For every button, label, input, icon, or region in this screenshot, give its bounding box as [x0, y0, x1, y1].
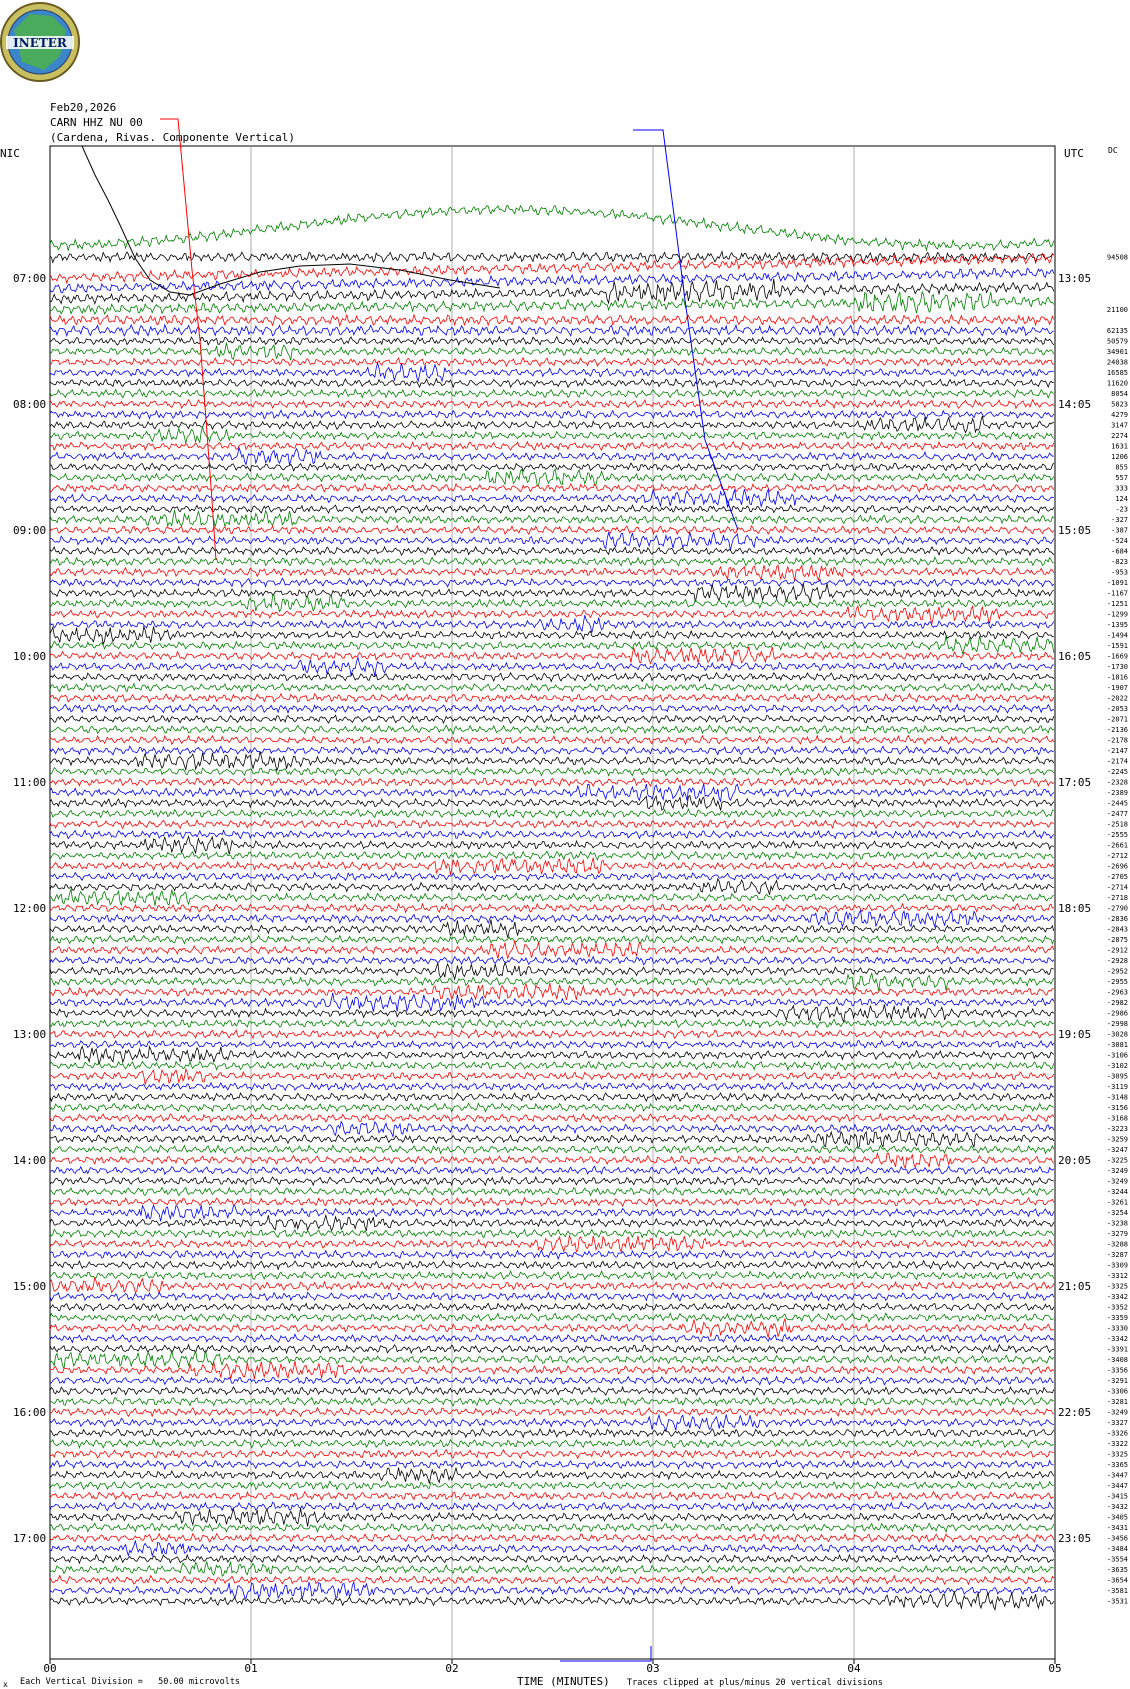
dc-offset-value: -1167 — [1106, 589, 1128, 598]
dc-offset-value: -2661 — [1106, 841, 1128, 850]
trace-row-14 — [50, 400, 1054, 409]
trace-row-24 — [50, 505, 1054, 513]
trace-row-84 — [50, 1131, 1054, 1147]
trace-row-36 — [50, 626, 1054, 644]
dc-offset-value: -1299 — [1106, 610, 1128, 619]
dc-offset-value: -1591 — [1106, 642, 1128, 650]
dc-offset-value: -2445 — [1106, 799, 1128, 808]
dc-offset-value: -3247 — [1106, 1146, 1128, 1154]
dc-offset-value: -2982 — [1106, 999, 1128, 1007]
dc-offset-value: -2555 — [1106, 831, 1128, 839]
dc-offset-value: -3028 — [1106, 1030, 1128, 1039]
trace-row-87 — [50, 1166, 1054, 1174]
trace-row-72 — [50, 1004, 1054, 1021]
dc-offset-value: -3342 — [1106, 1293, 1128, 1301]
trace-row-18 — [50, 442, 1054, 451]
dc-offset-value: -2912 — [1106, 946, 1128, 955]
trace-row-102 — [50, 1319, 1054, 1338]
x-tick-label: 01 — [244, 1662, 258, 1675]
trace-row-119 — [50, 1502, 1054, 1511]
x-tick-label: 05 — [1048, 1662, 1062, 1675]
dc-offset-value: -3225 — [1106, 1156, 1128, 1165]
dc-offset-value: -2836 — [1106, 915, 1128, 923]
trace-row-40 — [50, 673, 1054, 682]
dc-offset-value: -2963 — [1106, 988, 1128, 997]
dc-offset-value: -2718 — [1106, 894, 1128, 902]
trace-row-125 — [50, 1562, 1054, 1577]
trace-row-63 — [50, 911, 1054, 927]
dc-offset-value: -327 — [1111, 516, 1128, 524]
trace-row-83 — [50, 1122, 1054, 1137]
dc-offset-value: -1494 — [1106, 631, 1128, 640]
dc-offset-value: -3531 — [1106, 1597, 1128, 1606]
dc-offset-value: 1206 — [1111, 453, 1128, 461]
dc-offset-value: -2022 — [1106, 694, 1128, 703]
trace-row-2 — [50, 254, 1054, 283]
dc-offset-value: -2178 — [1106, 736, 1128, 745]
division-note: Each Vertical Division = 50.00 microvolts — [20, 1677, 241, 1687]
trace-row-85 — [50, 1145, 1054, 1153]
left-zone-label: NIC — [0, 147, 20, 160]
dc-offset-value: -2928 — [1106, 957, 1128, 965]
dc-offset-value: -1669 — [1106, 652, 1128, 661]
trace-row-82 — [50, 1114, 1054, 1123]
dc-offset-value: -3291 — [1106, 1377, 1128, 1385]
trace-row-76 — [50, 1046, 1054, 1064]
dc-offset-value: -3447 — [1106, 1482, 1128, 1490]
dc-offset-value: -1091 — [1106, 579, 1128, 587]
trace-row-90 — [50, 1198, 1054, 1206]
dc-offset-value: -3254 — [1106, 1209, 1128, 1217]
right-hour-label: 23:05 — [1058, 1532, 1092, 1545]
trace-row-107 — [50, 1376, 1054, 1384]
dc-offset-value: 4279 — [1111, 411, 1128, 419]
trace-row-94 — [50, 1236, 1054, 1252]
right-hour-label: 19:05 — [1058, 1028, 1092, 1041]
dc-offset-value: -3431 — [1106, 1524, 1128, 1532]
dc-offset-value: -2843 — [1106, 925, 1128, 934]
dc-offset-value: -3581 — [1106, 1587, 1128, 1595]
dc-offset-value: -3327 — [1106, 1419, 1128, 1427]
trace-row-42 — [50, 694, 1054, 703]
trace-row-66 — [50, 941, 1054, 959]
dc-offset-value: -3309 — [1106, 1261, 1128, 1270]
trace-row-28 — [50, 547, 1054, 556]
dc-offset-value: -2518 — [1106, 820, 1128, 829]
dc-offset-value: -2053 — [1106, 705, 1128, 713]
dc-offset-value: 50579 — [1106, 337, 1128, 346]
trace-row-25 — [50, 510, 1054, 527]
trace-row-54 — [50, 820, 1054, 828]
trace-row-37 — [50, 636, 1054, 654]
dc-offset-value: -684 — [1111, 547, 1128, 556]
trace-row-27 — [50, 532, 1054, 550]
dc-offset-value: -2955 — [1106, 978, 1128, 986]
dc-offset-value: -3249 — [1106, 1167, 1128, 1175]
dc-offset-value: -2389 — [1106, 789, 1128, 797]
station-label: CARN HHZ NU 00 — [50, 116, 143, 129]
trace-row-108 — [50, 1387, 1054, 1395]
trace-row-69 — [50, 973, 1054, 991]
trace-row-95 — [50, 1250, 1054, 1259]
dc-offset-value: -3249 — [1106, 1408, 1128, 1417]
trace-row-62 — [50, 904, 1054, 913]
dc-offset-value: 62135 — [1106, 327, 1128, 335]
trace-row-106 — [50, 1361, 1054, 1379]
left-hour-label: 16:00 — [13, 1406, 47, 1419]
trace-row-26 — [50, 526, 1054, 535]
dc-offset-value: -3408 — [1106, 1356, 1128, 1364]
dc-offset-value: -3223 — [1106, 1125, 1128, 1133]
trace-row-46 — [50, 736, 1054, 745]
dc-offset-value: -3156 — [1106, 1104, 1128, 1112]
trace-row-110 — [50, 1408, 1054, 1417]
trace-row-112 — [50, 1429, 1054, 1438]
dc-offset-value: -524 — [1111, 537, 1128, 545]
dc-offset-value: 5823 — [1111, 400, 1128, 409]
dc-offset-value: 124 — [1115, 495, 1128, 503]
trace-row-67 — [50, 957, 1054, 965]
dc-offset-value: -2136 — [1106, 726, 1128, 734]
dc-offset-value: -3238 — [1106, 1219, 1128, 1228]
right-hour-label: 21:05 — [1058, 1280, 1092, 1293]
trace-row-101 — [50, 1313, 1054, 1322]
left-hour-label: 11:00 — [13, 776, 47, 789]
dc-offset-value: -3432 — [1106, 1503, 1128, 1511]
left-hour-label: 13:00 — [13, 1028, 47, 1041]
left-hour-label: 17:00 — [13, 1532, 47, 1545]
trace-row-19 — [50, 448, 1054, 465]
dc-offset-value: -2875 — [1106, 936, 1128, 944]
trace-row-121 — [50, 1523, 1054, 1532]
right-hour-label: 22:05 — [1058, 1406, 1092, 1419]
dc-offset-value: -3119 — [1106, 1083, 1128, 1091]
dc-offset-value: -3391 — [1106, 1345, 1128, 1354]
trace-row-59 — [50, 872, 1054, 881]
dc-offset-value: -1730 — [1106, 663, 1128, 671]
trace-row-22 — [50, 484, 1054, 492]
right-hour-label: 14:05 — [1058, 398, 1092, 411]
dc-offset-value: -3287 — [1106, 1251, 1128, 1259]
dc-offset-value: -2998 — [1106, 1020, 1128, 1028]
dc-offset-value: -953 — [1111, 568, 1128, 577]
dc-offset-value: -1251 — [1106, 600, 1128, 608]
right-hour-label: 15:05 — [1058, 524, 1092, 537]
trace-row-6 — [50, 315, 1054, 326]
trace-row-111 — [50, 1414, 1054, 1431]
trace-row-11 — [50, 363, 1054, 381]
left-hour-label: 12:00 — [13, 902, 47, 915]
dc-offset-value: -3330 — [1106, 1324, 1128, 1333]
trace-row-38 — [50, 647, 1054, 665]
dc-offset-value: -3405 — [1106, 1513, 1128, 1522]
dc-offset-value: 24038 — [1106, 358, 1128, 367]
dc-offset-value: 333 — [1115, 484, 1128, 493]
trace-row-117 — [50, 1481, 1054, 1489]
trace-row-21 — [50, 469, 1054, 485]
dc-offset-value: -3106 — [1106, 1051, 1128, 1060]
dc-offset-value: -3365 — [1106, 1461, 1128, 1469]
left-hour-label: 09:00 — [13, 524, 47, 537]
trace-row-99 — [50, 1292, 1054, 1301]
dc-offset-value: -1395 — [1106, 621, 1128, 629]
dc-offset-value: -3447 — [1106, 1471, 1128, 1480]
trace-row-74 — [50, 1030, 1054, 1039]
transient-black — [82, 146, 500, 295]
trace-row-109 — [50, 1398, 1054, 1406]
trace-row-65 — [50, 935, 1054, 943]
dc-offset-value: 21100 — [1106, 306, 1128, 314]
trace-row-35 — [50, 615, 1054, 633]
trace-row-23 — [50, 489, 1054, 507]
trace-row-123 — [50, 1541, 1054, 1556]
trace-row-126 — [50, 1576, 1054, 1585]
trace-row-64 — [50, 920, 1054, 938]
x-tick-label: 04 — [847, 1662, 861, 1675]
trace-row-52 — [50, 796, 1054, 811]
dc-offset-value: -2328 — [1106, 778, 1128, 787]
dc-offset-value: -2147 — [1106, 747, 1128, 755]
dc-offset-value: -3249 — [1106, 1177, 1128, 1186]
trace-row-70 — [50, 983, 1054, 1000]
dc-offset-value: -3102 — [1106, 1062, 1128, 1070]
trace-row-104 — [50, 1345, 1054, 1354]
dc-offset-value: -387 — [1111, 526, 1128, 535]
dc-offset-value: 11620 — [1106, 379, 1128, 388]
dc-offset-value: -3095 — [1106, 1072, 1128, 1081]
x-axis-ticks — [43, 1659, 1061, 1675]
trace-row-13 — [50, 389, 1054, 398]
trace-row-56 — [50, 836, 1054, 854]
trace-row-115 — [50, 1460, 1054, 1469]
trace-row-89 — [50, 1187, 1054, 1195]
dc-offset-value: 16585 — [1106, 369, 1128, 377]
dc-offset-value: -3081 — [1106, 1041, 1128, 1049]
x-tick-label: 03 — [646, 1662, 660, 1675]
trace-row-15 — [50, 410, 1054, 419]
trace-row-17 — [50, 427, 1054, 443]
dc-offset-value: -3415 — [1106, 1492, 1128, 1501]
dc-offset-value: -1816 — [1106, 673, 1128, 682]
trace-row-80 — [50, 1093, 1054, 1102]
right-zone-label: UTC — [1064, 147, 1084, 160]
right-hour-label: 17:05 — [1058, 776, 1092, 789]
dc-offset-value: -3326 — [1106, 1429, 1128, 1438]
trace-row-32 — [50, 583, 1054, 602]
trace-row-68 — [50, 963, 1054, 980]
trace-row-81 — [50, 1103, 1054, 1112]
left-hour-label: 07:00 — [13, 272, 47, 285]
trace-row-60 — [50, 879, 1054, 895]
location-label: (Cardena, Rivas. Componente Vertical) — [50, 131, 296, 144]
dc-offset-value: -2986 — [1106, 1009, 1128, 1018]
left-hour-label: 15:00 — [13, 1280, 47, 1293]
dc-offset-value: -3342 — [1106, 1335, 1128, 1343]
dc-offset-value: -3244 — [1106, 1188, 1128, 1196]
trace-row-77 — [50, 1061, 1054, 1070]
dc-offset-value: -2952 — [1106, 967, 1128, 976]
dc-offset-value: -3359 — [1106, 1314, 1128, 1322]
trace-row-1 — [50, 205, 1054, 250]
trace-row-57 — [50, 851, 1054, 860]
trace-row-97 — [50, 1271, 1054, 1280]
trace-row-105 — [50, 1350, 1054, 1368]
dc-offset-value: 557 — [1115, 474, 1128, 482]
trace-row-58 — [50, 858, 1054, 875]
trace-row-51 — [50, 784, 1054, 801]
dc-offset-value: -3356 — [1106, 1366, 1128, 1375]
dc-offset-value: -3352 — [1106, 1303, 1128, 1312]
dc-offset-values — [1107, 254, 1128, 1606]
dc-offset-value: 3147 — [1111, 421, 1128, 430]
trace-row-29 — [50, 557, 1054, 566]
dc-offset-value: -3325 — [1106, 1282, 1128, 1291]
trace-row-45 — [50, 725, 1054, 734]
trace-row-86 — [50, 1153, 1054, 1168]
dc-offset-value: -3312 — [1106, 1272, 1128, 1280]
corner-mark: x — [3, 1680, 8, 1689]
dc-label: DC — [1108, 146, 1118, 155]
dc-offset-value: -3261 — [1106, 1198, 1128, 1207]
trace-row-103 — [50, 1334, 1054, 1342]
trace-row-33 — [50, 595, 1054, 611]
dc-offset-value: -3168 — [1106, 1114, 1128, 1123]
dc-offset-value: -823 — [1111, 558, 1128, 566]
clip-note: Traces clipped at plus/minus 20 vertical divisions — [627, 1678, 883, 1688]
trace-row-116 — [50, 1467, 1054, 1483]
trace-row-114 — [50, 1450, 1054, 1459]
dc-offset-value: -2174 — [1106, 757, 1128, 766]
date-label: Feb20,2026 — [50, 101, 117, 114]
trace-row-73 — [50, 1019, 1054, 1028]
trace-row-120 — [50, 1508, 1054, 1526]
dc-offset-value: -3288 — [1106, 1240, 1128, 1249]
dc-offset-value: -3148 — [1106, 1093, 1128, 1102]
trace-row-88 — [50, 1177, 1054, 1185]
trace-row-79 — [50, 1082, 1054, 1091]
trace-row-100 — [50, 1303, 1054, 1311]
trace-row-92 — [50, 1215, 1054, 1231]
trace-row-43 — [50, 704, 1054, 713]
trace-row-30 — [50, 565, 1054, 581]
trace-row-31 — [50, 578, 1054, 587]
trace-row-55 — [50, 830, 1054, 838]
dc-offset-value: 2274 — [1111, 432, 1128, 440]
dc-offset-value: -3635 — [1106, 1566, 1128, 1574]
trace-row-78 — [50, 1069, 1054, 1084]
trace-row-75 — [50, 1041, 1054, 1049]
dc-offset-value: -2712 — [1106, 852, 1128, 860]
right-hour-label: 16:05 — [1058, 650, 1092, 663]
dc-offset-value: -3279 — [1106, 1230, 1128, 1238]
dc-offset-value: -2071 — [1106, 715, 1128, 724]
dc-offset-value: -3322 — [1106, 1440, 1128, 1448]
trace-row-47 — [50, 746, 1054, 755]
dc-offset-value: -2714 — [1106, 883, 1128, 892]
right-hour-label: 13:05 — [1058, 272, 1092, 285]
dc-offset-value: 855 — [1115, 463, 1128, 472]
right-hour-label: 18:05 — [1058, 902, 1092, 915]
left-hour-label: 08:00 — [13, 398, 47, 411]
dc-offset-value: -2705 — [1106, 873, 1128, 881]
trace-row-122 — [50, 1534, 1054, 1543]
ineter-logo — [1, 3, 79, 81]
trace-row-53 — [50, 809, 1054, 818]
dc-offset-value: -3554 — [1106, 1555, 1128, 1564]
trace-row-93 — [50, 1229, 1054, 1238]
dc-offset-value: -23 — [1115, 505, 1128, 514]
x-tick-label: 02 — [445, 1662, 459, 1675]
trace-row-49 — [50, 768, 1054, 776]
trace-row-71 — [50, 993, 1054, 1012]
trace-row-124 — [50, 1555, 1054, 1564]
right-hour-label: 20:05 — [1058, 1154, 1092, 1167]
trace-row-41 — [50, 683, 1054, 692]
dc-offset-value: -1907 — [1106, 684, 1128, 692]
trace-row-39 — [50, 657, 1054, 676]
dc-offset-value: -3325 — [1106, 1450, 1128, 1459]
seismic-traces — [50, 119, 1054, 1661]
dc-offset-value: 8054 — [1111, 390, 1128, 398]
dc-offset-value: -3456 — [1106, 1534, 1128, 1543]
trace-row-48 — [50, 751, 1054, 770]
x-axis-label: TIME (MINUTES) — [517, 1675, 610, 1688]
dc-offset-value: -2245 — [1106, 768, 1128, 776]
trace-row-50 — [50, 778, 1054, 786]
dc-offset-value: -3654 — [1106, 1576, 1128, 1585]
dc-offset-value: -3259 — [1106, 1135, 1128, 1144]
dc-offset-value: -3484 — [1106, 1545, 1128, 1553]
trace-row-113 — [50, 1439, 1054, 1448]
trace-row-128 — [50, 1592, 1054, 1610]
dc-offset-value: 94508 — [1106, 253, 1128, 262]
trace-row-118 — [50, 1492, 1054, 1501]
dc-offset-value: 1631 — [1111, 442, 1128, 451]
trace-row-61 — [50, 889, 1054, 906]
dc-offset-value: -3306 — [1106, 1387, 1128, 1396]
trace-row-7 — [50, 325, 1054, 336]
dc-offset-value: -3281 — [1106, 1398, 1128, 1406]
trace-row-20 — [50, 463, 1054, 471]
trace-row-96 — [50, 1261, 1054, 1270]
dc-offset-value: -2696 — [1106, 862, 1128, 871]
logo-text: INETER — [13, 36, 67, 50]
trace-row-12 — [50, 379, 1054, 388]
trace-row-44 — [50, 715, 1054, 724]
x-tick-label: 00 — [43, 1662, 57, 1675]
trace-row-10 — [50, 358, 1054, 367]
left-hour-label: 10:00 — [13, 650, 47, 663]
left-hour-label: 14:00 — [13, 1154, 47, 1167]
dc-offset-value: 34901 — [1106, 348, 1128, 356]
trace-row-98 — [50, 1277, 1054, 1293]
trace-row-16 — [50, 416, 1054, 433]
dc-offset-value: -2790 — [1106, 904, 1128, 913]
trace-row-127 — [50, 1582, 1054, 1599]
dc-offset-value: -2477 — [1106, 810, 1128, 818]
trace-row-91 — [50, 1205, 1054, 1221]
